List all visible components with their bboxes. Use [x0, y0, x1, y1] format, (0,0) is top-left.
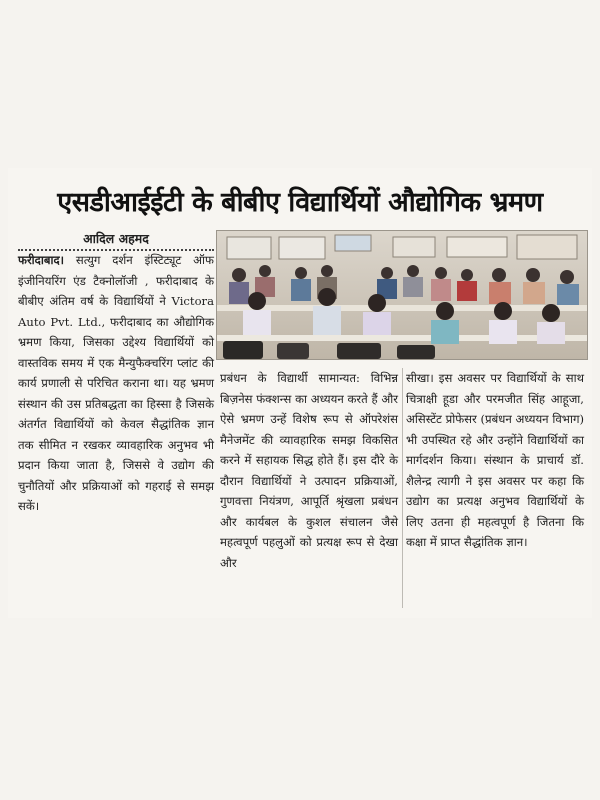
- article-column-1-text: सत्युग दर्शन इंस्टिट्यूट ऑफ इंजीनियरिंग एंड टैक्नोलॉजी , फरीदाबाद के बीबीए अंतिम वर्ष के विद्यार्थियों ने Victora Auto Pvt. Ltd., फरीदाबाद का औद्योगिक भ्रमण किया, जिसका उद्देश्य विद्यार्थियों को वास्तविक समय में एक मैन्युफैक्चरिंग प्लांट की कार्य प्रणाली से परिचित कराना था। यह भ्रमण संस्थान की उस प्रतिबद्धता का हिस्सा है जिसके अंतर्गत विद्यार्थियों को केवल सैद्धांतिक ज्ञान तक सीमित न रखकर व्यावहारिक अनुभव भी प्रदान किया जाता है, जिससे वे उद्योग की चुनौतियों और प्रक्रियाओं को गहराई से समझ सकें।: [18, 253, 214, 513]
- headline: एसडीआईईटी के बीबीए विद्यार्थियों औद्योगिक भ्रमण: [57, 187, 543, 218]
- newspaper-clipping: [8, 168, 592, 618]
- dateline: फरीदाबाद।: [18, 253, 65, 267]
- article-column-2: प्रबंधन के विद्यार्थी सामान्यत: विभिन्न बिज़नेस फंक्शन्स का अध्ययन करते हैं और ऐसे भ्रमण उन्हें विशेष रूप से ऑपरेशंस मैनेजमेंट की व्यावहारिक समझ विकसित करने में सहायक सिद्ध होते हैं। इस दौरे के दौरान विद्यार्थियों ने उत्पादन प्रक्रियाओं, गुणवत्ता नियंत्रण, आपूर्ति श्रृंखला प्रबंधन और कार्यबल के कुशल संचालन जैसे महत्वपूर्ण पहलुओं को प्रत्यक्ष रूप से देखा और: [220, 371, 398, 570]
- article-column-3: सीखा। इस अवसर पर विद्यार्थियों के साथ चित्राक्षी हूडा और परमजीत सिंह आहूजा, असिस्टेंट प्रोफेसर (प्रबंधन अध्ययन विभाग) भी उपस्थित रहे और उन्होंने विद्यार्थियों का मार्गदर्शन किया। संस्थान के प्राचार्य डॉ. शैलेन्द्र त्यागी ने इस अवसर पर कहा कि उद्योग का प्रत्यक्ष अनुभव विद्यार्थियों के लिए उतना ही महत्वपूर्ण है जितना कि कक्षा में प्राप्त सैद्धांतिक ज्ञान।: [406, 371, 584, 549]
- byline: आदिल अहमद: [18, 230, 214, 251]
- article-column-1: [18, 250, 214, 517]
- classroom-photo: [216, 230, 588, 360]
- column-divider: [402, 368, 403, 608]
